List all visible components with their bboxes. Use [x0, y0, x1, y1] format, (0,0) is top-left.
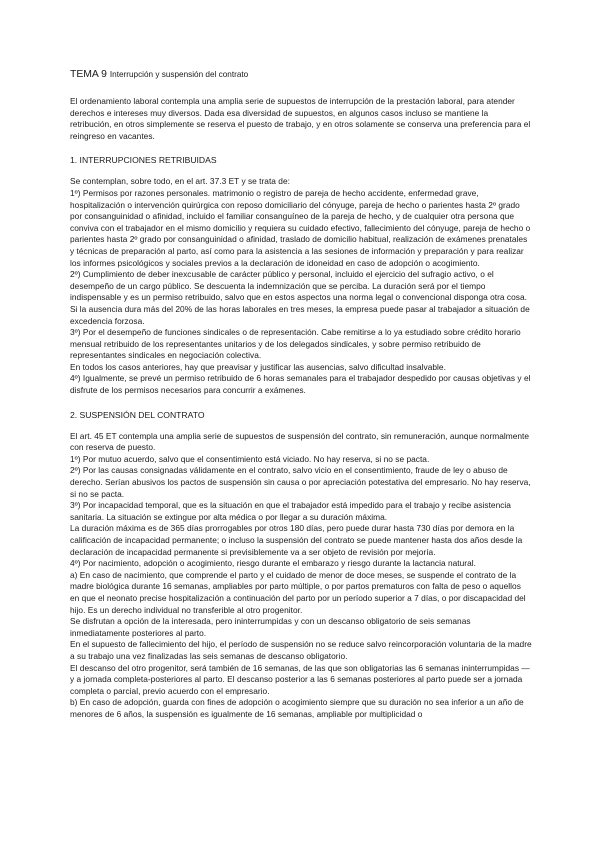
paragraph: La duración máxima es de 365 días prorrogables por otros 180 días, pero puede durar hasta 730 días por demora en la calificación de incapacidad permanente; o incluso la suspensión del contrato se puede mantener hasta dos años desde la declaración de incapacidad permanente si previsiblemente va a ser objeto de revisión por mejoría. [70, 523, 523, 557]
paragraph: 3º) Por el desempeño de funciones sindicales o de representación. Cabe remitirse a lo ya estudiado sobre crédito horario mensual retribuido de los representantes unitarios y de los delegados sindicales, y sobre permiso retribuido de representantes sindicales en negociación colectiva. [70, 327, 521, 361]
paragraph: b) En caso de adopción, guarda con fines de adopción o acogimiento siempre que su duración no sea inferior a un año de menores de 6 años, la suspensión es igualmente de 16 semanas, ampliable por multiplicidad o [70, 697, 524, 719]
section-heading-interrupciones: 1. INTERRUPCIONES RETRIBUIDAS [70, 155, 217, 166]
title-subtitle: Interrupción y suspensión del contrato [109, 70, 249, 79]
paragraph: a) En caso de nacimiento, que comprende el parto y el cuidado de menor de doce meses, se suspende el contrato de la madre biológica durante 16 semanas, ampliables por parto múltiple, o por partos prematuros con falta de peso o aquellos en que el neonato precise hospitalización a continuación del parto por un período superior a 7 días, o por discapacidad del hijo. Es un derecho individual no transferible al otro progenitor. [70, 569, 526, 615]
paragraph: 1º) Permisos por razones personales. matrimonio o registro de pareja de hecho accidente, enfermedad grave, hospitalización o intervención quirúrgica con reposo domiciliario del cónyuge, pareja de hecho o parientes hasta 2º grado por consanguinidad o afinidad, incluido el familiar consanguíneo de la pareja de hecho, y de cualquier otra persona que conviva con el trabajador en el mismo domicilio y requiera su cuidado efectivo, fallecimiento del cónyuge, pareja de hecho o parientes hasta 2º grado por consanguinidad o afinidad, traslado de domicilio habitual, realización de exámenes prenatales y técnicas de preparación al parto, así como para la asistencia a las sesiones de información y preparación y para realizar los informes psicológicos y sociales previos a la declaración de idoneidad en caso de adopción o acogimiento. [70, 187, 531, 268]
paragraph: En el supuesto de fallecimiento del hijo, el período de suspensión no se reduce salvo reincorporación voluntaria de la madre a su trabajo una vez finalizadas las seis semanas de descanso obligatorio. [70, 639, 532, 661]
paragraph: Se disfrutan a opción de la interesada, pero ininterrumpidas y con un descanso obligatorio de seis semanas inmediatamente posteriores al parto. [70, 616, 471, 638]
paragraph: En todos los casos anteriores, hay que preavisar y justificar las ausencias, salvo dificultad insalvable. [70, 361, 446, 372]
paragraph: 3º) Por incapacidad temporal, que es la situación en que el trabajador está impedido para el trabajo y recibe asistencia sanitaria. La situación se extingue por alta médica o por llegar a su duración máxima. [70, 500, 511, 522]
paragraph: Se contemplan, sobre todo, en el art. 37.3 ET y se trata de: [70, 176, 290, 187]
paragraph: El art. 45 ET contempla una amplia serie de supuestos de suspensión del contrato, sin remuneración, aunque normalmente con reserva de puesto. [70, 430, 530, 453]
paragraph: El descanso del otro progenitor, será también de 16 semanas, de las que son obligatorias las 6 semanas ininterrumpidas —y a jornada completa-posteriores al parto. El descanso posterior a las 6 semanas posteriores al parto puede ser a jornada completa o parcial, previo acuerdo con el empresario. [70, 662, 530, 696]
paragraph: 2º) Cumplimiento de deber inexcusable de carácter público y personal, incluido el ejercicio del sufragio activo, o el desempeño de un cargo público. Se descuenta la indemnización que se perciba. La duración será por el tiempo indispensable y es un permiso retribuido, salvo que en estos aspectos una norma legal o convencional disponga otra cosa. Si la ausencia dura más del 20% de las horas laborales en tres meses, la empresa puede pasar al trabajador a situación de excedencia forzosa. [70, 269, 530, 326]
document-page [70, 68, 532, 721]
paragraph: 4º) Por nacimiento, adopción o acogimiento, riesgo durante el embarazo y riesgo durante la lactancia natural. [70, 558, 476, 569]
intro-paragraph: El ordenamiento laboral contempla una amplia serie de supuestos de interrupción de la prestación laboral, para atender derechos e intereses muy diversos. Dada esa diversidad de supuestos, en algunos casos incluso se mantiene la retribución, en otros simplemente se reserva el puesto de trabajo, y en otros solamente se conserva una preferencia para el reingreso en vacantes. [70, 96, 531, 141]
title-main: TEMA 9 [70, 69, 107, 80]
paragraph: 1º) Por mutuo acuerdo, salvo que el consentimiento está viciado. No hay reserva, si no se pacta. [70, 453, 430, 464]
section-heading-suspension: 2. SUSPENSIÓN DEL CONTRATO [70, 409, 205, 420]
document-title [70, 68, 532, 82]
paragraph: 2º) Por las causas consignadas válidamente en el contrato, salvo vicio en el consentimiento, fraude de ley o abuso de derecho. Serían abusivos los pactos de suspensión sin causa o por apreciación potestativa del empresario. No hay reserva, si no se pacta. [70, 465, 531, 499]
paragraph: 4º) Igualmente, se prevé un permiso retribuido de 6 horas semanales para el trabajador despedido por causas objetivas y el disfrute de los permisos necesarios para concurrir a exámenes. [70, 373, 531, 396]
